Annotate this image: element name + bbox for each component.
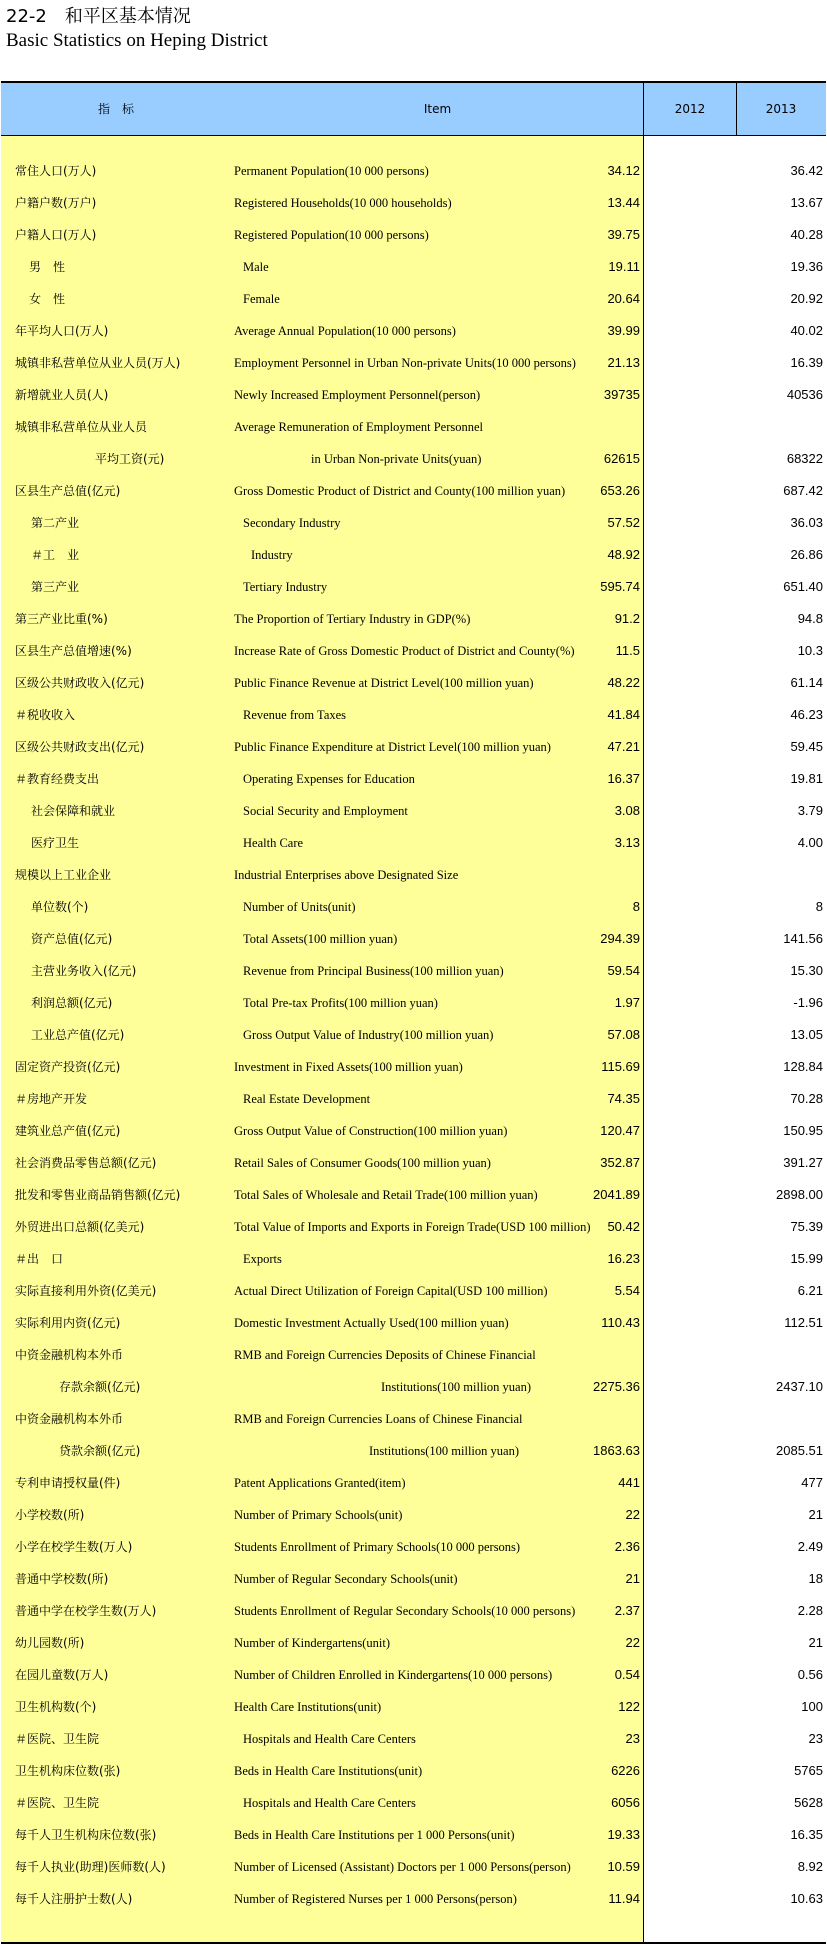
- value-2013: 40.28: [790, 227, 823, 242]
- indicator-cn: 主营业务收入(亿元): [31, 964, 137, 978]
- value-2012: 352.87: [600, 1155, 640, 1170]
- table-row: [1, 443, 826, 475]
- table-row: [1, 1371, 826, 1403]
- table-row: [1, 1211, 826, 1243]
- indicator-en: Exports: [243, 1252, 282, 1266]
- indicator-cn: 第二产业: [31, 516, 80, 530]
- indicator-cn: 新增就业人员(人): [15, 388, 109, 402]
- indicator-en: Industrial Enterprises above Designated Size: [234, 868, 459, 882]
- value-2012: 39.75: [607, 227, 640, 242]
- indicator-cn: 资产总值(亿元): [31, 932, 113, 946]
- value-2013: 2.49: [797, 1539, 823, 1554]
- table-row: [1, 923, 826, 955]
- indicator-cn: ＃医院、卫生院: [15, 1732, 100, 1746]
- table-row: [1, 1499, 826, 1531]
- table-row: [1, 1787, 826, 1819]
- table-row: [1, 507, 826, 539]
- indicator-en: Number of Units(unit): [243, 900, 356, 914]
- table-row: [1, 1659, 826, 1691]
- value-2012: 0.54: [614, 1667, 640, 1682]
- table-row: [1, 251, 826, 283]
- value-2013: 477: [801, 1475, 823, 1490]
- value-2012: 16.37: [607, 771, 640, 786]
- table-row: [1, 315, 826, 347]
- indicator-en: Retail Sales of Consumer Goods(100 million yuan): [234, 1156, 491, 1170]
- indicator-cn: 卫生机构床位数(张): [15, 1764, 121, 1778]
- table-row: [1, 859, 826, 891]
- value-2013: 75.39: [790, 1219, 823, 1234]
- indicator-cn: 每千人卫生机构床位数(张): [15, 1828, 157, 1842]
- indicator-en: Female: [243, 292, 280, 306]
- indicator-en: Domestic Investment Actually Used(100 million yuan): [234, 1316, 509, 1330]
- table-row: [1, 1307, 826, 1339]
- indicator-en: Newly Increased Employment Personnel(person): [234, 388, 481, 402]
- table-row: [1, 1051, 826, 1083]
- indicator-cn: 卫生机构数(个): [15, 1700, 97, 1714]
- value-2013: 3.79: [797, 803, 823, 818]
- indicator-cn: 中资金融机构本外币: [15, 1412, 124, 1426]
- indicator-cn: 常住人口(万人): [15, 164, 97, 178]
- value-2012: 19.11: [608, 259, 640, 274]
- indicator-cn: 贷款余额(亿元): [59, 1444, 141, 1458]
- table-row: [1, 571, 826, 603]
- indicator-en: The Proportion of Tertiary Industry in GDP(%): [234, 612, 471, 626]
- indicator-en: Average Annual Population(10 000 persons): [234, 324, 456, 338]
- value-2013: 46.23: [790, 707, 823, 722]
- indicator-en: Health Care: [243, 836, 304, 850]
- indicator-cn: 批发和零售业商品销售额(亿元): [15, 1188, 181, 1202]
- value-2013: 112.51: [784, 1315, 823, 1330]
- indicator-cn: 社会消费品零售总额(亿元): [15, 1156, 157, 1170]
- indicator-cn: 实际利用内资(亿元): [15, 1316, 121, 1330]
- value-2013: 2898.00: [776, 1187, 823, 1202]
- indicator-en: Revenue from Principal Business(100 million yuan): [243, 964, 504, 978]
- value-2013: 23: [808, 1731, 823, 1746]
- value-2012: 50.42: [607, 1219, 640, 1234]
- value-2013: 26.86: [790, 547, 823, 562]
- value-2012: 10.59: [607, 1859, 640, 1874]
- indicator-cn: 户籍人口(万人): [15, 228, 97, 242]
- table-row: [1, 155, 826, 187]
- table-row: [1, 1115, 826, 1147]
- table-row: [1, 1083, 826, 1115]
- value-2012: 21.13: [607, 355, 640, 370]
- value-2012: 22: [625, 1635, 640, 1650]
- indicator-en: Beds in Health Care Institutions(unit): [234, 1764, 423, 1778]
- indicator-en: Operating Expenses for Education: [243, 772, 415, 786]
- value-2013: 651.40: [783, 579, 823, 594]
- table-row: [1, 1595, 826, 1627]
- indicator-cn: 男 性: [29, 260, 66, 274]
- value-2013: 20.92: [790, 291, 823, 306]
- indicator-cn: 建筑业总产值(亿元): [15, 1124, 121, 1138]
- table-row: [1, 1819, 826, 1851]
- value-2012: 2.37: [614, 1603, 640, 1618]
- indicator-en: Revenue from Taxes: [243, 708, 347, 722]
- indicator-en: Investment in Fixed Assets(100 million yuan): [234, 1060, 463, 1074]
- table-row: [1, 187, 826, 219]
- table-row: [1, 1467, 826, 1499]
- indicator-cn: 小学校数(所): [15, 1508, 85, 1522]
- indicator-cn: 普通中学校数(所): [15, 1572, 109, 1586]
- indicator-en: Tertiary Industry: [243, 580, 328, 594]
- value-2013: 94.8: [797, 611, 823, 626]
- indicator-cn: 每千人执业(助理)医师数(人): [15, 1860, 166, 1874]
- indicator-en: Gross Domestic Product of District and County(100 million yuan): [234, 484, 566, 498]
- indicator-cn: 年平均人口(万人): [15, 324, 109, 338]
- indicator-cn: 外贸进出口总额(亿美元): [15, 1220, 145, 1234]
- value-2012: 2275.36: [593, 1379, 640, 1394]
- indicator-en: Number of Kindergartens(unit): [234, 1636, 390, 1650]
- indicator-cn: 区县生产总值增速(%): [15, 644, 132, 658]
- value-2012: 48.92: [607, 547, 640, 562]
- value-2012: 13.44: [607, 195, 640, 210]
- value-2013: 68322: [786, 451, 823, 466]
- value-2012: 74.35: [607, 1091, 640, 1106]
- value-2013: 21: [808, 1507, 823, 1522]
- value-2013: 8.92: [797, 1859, 823, 1874]
- table-row: [1, 1339, 826, 1371]
- indicator-en: Employment Personnel in Urban Non-private Units(10 000 persons): [234, 356, 576, 370]
- header-divider: [736, 83, 737, 135]
- indicator-cn: 幼儿园数(所): [15, 1636, 85, 1650]
- indicator-en: Male: [243, 260, 269, 274]
- value-2013: 128.84: [783, 1059, 823, 1074]
- value-2012: 1.97: [614, 995, 640, 1010]
- indicator-cn: 实际直接利用外资(亿美元): [15, 1284, 157, 1298]
- indicator-en: RMB and Foreign Currencies Deposits of Chinese Financial: [234, 1348, 536, 1362]
- indicator-en: Patent Applications Granted(item): [234, 1476, 406, 1490]
- value-2013: 5628: [794, 1795, 823, 1810]
- value-2012: 19.33: [607, 1827, 640, 1842]
- value-2012: 23: [625, 1731, 640, 1746]
- indicator-en: RMB and Foreign Currencies Loans of Chinese Financial: [234, 1412, 523, 1426]
- indicator-en: Number of Regular Secondary Schools(unit): [234, 1572, 458, 1586]
- value-2013: 21: [808, 1635, 823, 1650]
- value-2013: 0.56: [797, 1667, 823, 1682]
- value-2013: 61.14: [790, 675, 823, 690]
- indicator-en: Institutions(100 million yuan): [369, 1444, 519, 1458]
- value-2012: 8: [632, 899, 640, 914]
- header-item: Item: [423, 102, 452, 116]
- table-row: [1, 955, 826, 987]
- indicator-cn: 普通中学在校学生数(万人): [15, 1604, 157, 1618]
- value-2012: 41.84: [607, 707, 640, 722]
- value-2012: 59.54: [607, 963, 640, 978]
- indicator-en: Total Sales of Wholesale and Retail Trade(100 million yuan): [234, 1188, 538, 1202]
- value-2013: 15.30: [790, 963, 823, 978]
- table-row: [1, 731, 826, 763]
- table-row: [1, 539, 826, 571]
- value-2012: 47.21: [607, 739, 640, 754]
- table-row: [1, 1531, 826, 1563]
- indicator-en: Number of Registered Nurses per 1 000 Persons(person): [234, 1892, 517, 1906]
- table-row: [1, 1723, 826, 1755]
- indicator-cn: ＃工 业: [31, 548, 80, 562]
- value-2013: 40.02: [790, 323, 823, 338]
- indicator-cn: 平均工资(元): [95, 452, 165, 466]
- indicator-cn: 专利申请授权量(件): [15, 1476, 121, 1490]
- value-2012: 21: [625, 1571, 640, 1586]
- value-2013: 15.99: [790, 1251, 823, 1266]
- indicator-en: Number of Children Enrolled in Kindergartens(10 000 persons): [234, 1668, 553, 1682]
- indicator-cn: 区县生产总值(亿元): [15, 484, 121, 498]
- table-row: [1, 1691, 826, 1723]
- table-row: [1, 987, 826, 1019]
- table-row: [1, 1275, 826, 1307]
- value-2013: 36.42: [790, 163, 823, 178]
- indicator-en: Gross Output Value of Construction(100 million yuan): [234, 1124, 508, 1138]
- value-2012: 57.08: [607, 1027, 640, 1042]
- table-row: [1, 891, 826, 923]
- table-row: [1, 667, 826, 699]
- table-number: 22-2: [6, 6, 47, 27]
- table-row: [1, 1755, 826, 1787]
- indicator-en: Industry: [251, 548, 293, 562]
- indicator-en: Number of Licensed (Assistant) Doctors per 1 000 Persons(person): [234, 1860, 571, 1874]
- indicator-en: Gross Output Value of Industry(100 million yuan): [243, 1028, 494, 1042]
- table-body: [1, 155, 826, 1915]
- value-2012: 2041.89: [593, 1187, 640, 1202]
- indicator-cn: 区级公共财政收入(亿元): [15, 676, 145, 690]
- indicator-en: Total Assets(100 million yuan): [243, 932, 398, 946]
- value-2012: 6226: [611, 1763, 640, 1778]
- table-header: [1, 83, 826, 136]
- table-row: [1, 603, 826, 635]
- value-2012: 91.2: [614, 611, 640, 626]
- indicator-cn: 每千人注册护士数(人): [15, 1892, 133, 1906]
- value-2012: 441: [618, 1475, 640, 1490]
- header-year-2012: 2012: [674, 102, 706, 116]
- indicator-en: Registered Population(10 000 persons): [234, 228, 429, 242]
- page-title-en: Basic Statistics on Heping District: [6, 30, 268, 51]
- page-title-cn: [6, 2, 191, 28]
- table-row: [1, 827, 826, 859]
- indicator-cn: 规模以上工业企业: [15, 868, 112, 882]
- indicator-cn: ＃税收收入: [15, 708, 76, 722]
- indicator-en: Registered Households(10 000 households): [234, 196, 452, 210]
- indicator-cn: 第三产业比重(%): [15, 612, 108, 626]
- value-2013: 141.56: [783, 931, 823, 946]
- value-2013: 2437.10: [776, 1379, 823, 1394]
- table-row: [1, 1403, 826, 1435]
- value-2013: 2.28: [797, 1603, 823, 1618]
- indicator-en: Hospitals and Health Care Centers: [243, 1796, 416, 1810]
- value-2012: 39.99: [607, 323, 640, 338]
- value-2013: 2085.51: [776, 1443, 823, 1458]
- indicator-en: Public Finance Revenue at District Level(100 million yuan): [234, 676, 534, 690]
- indicator-cn: ＃房地产开发: [15, 1092, 88, 1106]
- value-2013: 5765: [794, 1763, 823, 1778]
- indicator-en: Hospitals and Health Care Centers: [243, 1732, 416, 1746]
- value-2013: 13.05: [790, 1027, 823, 1042]
- table-row: [1, 347, 826, 379]
- indicator-cn: 固定资产投资(亿元): [15, 1060, 121, 1074]
- indicator-cn: 单位数(个): [31, 900, 89, 914]
- indicator-en: Permanent Population(10 000 persons): [234, 164, 429, 178]
- value-2012: 3.08: [614, 803, 640, 818]
- header-indicator: 指 标: [97, 102, 134, 116]
- indicator-cn: 在园儿童数(万人): [15, 1668, 109, 1682]
- indicator-en: Health Care Institutions(unit): [234, 1700, 382, 1714]
- value-2012: 122: [618, 1699, 640, 1714]
- indicator-cn: 小学在校学生数(万人): [15, 1540, 133, 1554]
- table-row: [1, 1243, 826, 1275]
- value-2013: 16.35: [790, 1827, 823, 1842]
- value-2012: 57.52: [607, 515, 640, 530]
- indicator-cn: 利润总额(亿元): [31, 996, 113, 1010]
- indicator-cn: 中资金融机构本外币: [15, 1348, 124, 1362]
- value-2012: 22: [625, 1507, 640, 1522]
- indicator-en: Secondary Industry: [243, 516, 341, 530]
- indicator-en: Total Pre-tax Profits(100 million yuan): [243, 996, 438, 1010]
- value-2013: 10.63: [790, 1891, 823, 1906]
- indicator-cn: 城镇非私营单位从业人员: [15, 420, 148, 434]
- statistics-table: [1, 81, 826, 1944]
- indicator-en: Average Remuneration of Employment Personnel: [234, 420, 484, 434]
- indicator-cn: 存款余额(亿元): [59, 1380, 141, 1394]
- indicator-cn: 社会保障和就业: [31, 804, 116, 818]
- value-2013: 4.00: [797, 835, 823, 850]
- indicator-cn: 第三产业: [31, 580, 80, 594]
- table-row: [1, 475, 826, 507]
- value-2012: 653.26: [600, 483, 640, 498]
- value-2012: 294.39: [600, 931, 640, 946]
- value-2012: 5.54: [614, 1283, 640, 1298]
- indicator-en: Beds in Health Care Institutions per 1 000 Persons(unit): [234, 1828, 515, 1842]
- table-row: [1, 763, 826, 795]
- indicator-cn: 区级公共财政支出(亿元): [15, 740, 145, 754]
- indicator-en: in Urban Non-private Units(yuan): [311, 452, 482, 466]
- value-2012: 115.69: [601, 1059, 640, 1074]
- indicator-cn: 工业总产值(亿元): [31, 1028, 125, 1042]
- indicator-en: Number of Primary Schools(unit): [234, 1508, 403, 1522]
- value-2012: 48.22: [607, 675, 640, 690]
- value-2013: 19.81: [790, 771, 823, 786]
- indicator-en: Total Value of Imports and Exports in Foreign Trade(USD 100 million): [234, 1220, 591, 1234]
- value-2012: 11.5: [615, 643, 640, 658]
- value-2013: 18: [808, 1571, 823, 1586]
- value-2013: 150.95: [783, 1123, 823, 1138]
- table-row: [1, 1179, 826, 1211]
- table-row: [1, 411, 826, 443]
- value-2012: 110.43: [601, 1315, 640, 1330]
- value-2013: 19.36: [790, 259, 823, 274]
- indicator-en: Students Enrollment of Regular Secondary Schools(10 000 persons): [234, 1604, 576, 1618]
- value-2012: 39735: [603, 387, 640, 402]
- table-row: [1, 635, 826, 667]
- indicator-cn: 女 性: [29, 292, 66, 306]
- table-row: [1, 1883, 826, 1915]
- header-year-2013: 2013: [765, 102, 797, 116]
- table-row: [1, 699, 826, 731]
- indicator-cn: ＃教育经费支出: [15, 772, 100, 786]
- value-2013: 70.28: [790, 1091, 823, 1106]
- indicator-en: Institutions(100 million yuan): [381, 1380, 531, 1394]
- value-2012: 20.64: [607, 291, 640, 306]
- table-row: [1, 1147, 826, 1179]
- indicator-cn: 城镇非私营单位从业人员(万人): [15, 356, 181, 370]
- value-2013: 40536: [786, 387, 823, 402]
- value-2013: 6.21: [797, 1283, 823, 1298]
- value-2012: 62615: [603, 451, 640, 466]
- value-2012: 595.74: [600, 579, 640, 594]
- value-2012: 120.47: [600, 1123, 640, 1138]
- table-row: [1, 1627, 826, 1659]
- indicator-cn: 医疗卫生: [31, 836, 80, 850]
- value-2013: 16.39: [790, 355, 823, 370]
- table-row: [1, 1563, 826, 1595]
- indicator-en: Students Enrollment of Primary Schools(10 000 persons): [234, 1540, 521, 1554]
- value-2013: 687.42: [783, 483, 823, 498]
- indicator-en: Social Security and Employment: [243, 804, 408, 818]
- value-2012: 34.12: [607, 163, 640, 178]
- value-2013: 391.27: [783, 1155, 823, 1170]
- value-2013: 100: [801, 1699, 823, 1714]
- table-row: [1, 219, 826, 251]
- indicator-cn: ＃出 口: [15, 1252, 64, 1266]
- indicator-cn: ＃医院、卫生院: [15, 1796, 100, 1810]
- indicator-en: Public Finance Expenditure at District Level(100 million yuan): [234, 740, 551, 754]
- value-2012: 1863.63: [593, 1443, 640, 1458]
- indicator-en: Increase Rate of Gross Domestic Product of District and County(%): [234, 644, 575, 658]
- value-2012: 3.13: [614, 835, 640, 850]
- indicator-cn: 户籍户数(万户): [15, 196, 97, 210]
- value-2012: 11.94: [608, 1891, 640, 1906]
- value-2012: 16.23: [607, 1251, 640, 1266]
- table-row: [1, 379, 826, 411]
- value-2013: 13.67: [790, 195, 823, 210]
- value-2013: 36.03: [790, 515, 823, 530]
- indicator-en: Actual Direct Utilization of Foreign Capital(USD 100 million): [234, 1284, 548, 1298]
- value-2012: 6056: [611, 1795, 640, 1810]
- table-row: [1, 1019, 826, 1051]
- table-row: [1, 283, 826, 315]
- value-2013: -1.96: [793, 995, 823, 1010]
- value-2013: 10.3: [797, 643, 823, 658]
- value-2013: 8: [815, 899, 823, 914]
- title-cn-text: 和平区基本情况: [64, 6, 191, 27]
- value-2012: 2.36: [614, 1539, 640, 1554]
- value-2013: 59.45: [790, 739, 823, 754]
- table-row: [1, 795, 826, 827]
- table-row: [1, 1851, 826, 1883]
- table-row: [1, 1435, 826, 1467]
- indicator-en: Real Estate Development: [243, 1092, 371, 1106]
